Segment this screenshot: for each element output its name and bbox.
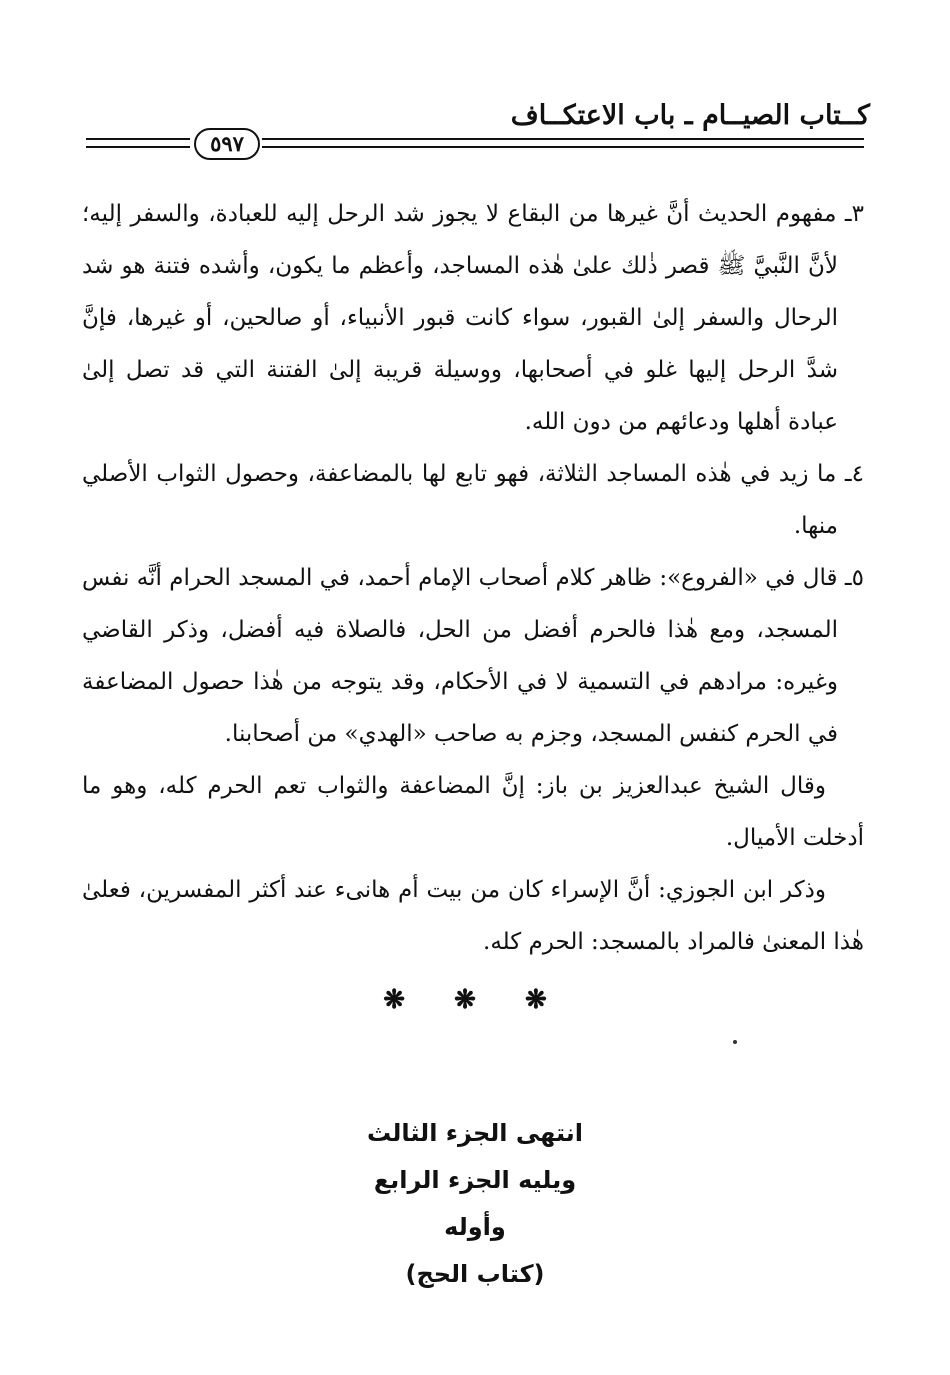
closing-line-4: (كتاب الحج) xyxy=(405,1260,545,1288)
numbered-point-4: ٤ـ ما زيد في هٰذه المساجد الثلاثة، فهو تابع لها بالمضاعفة، وحصول الثواب الأصلي منها. xyxy=(82,461,864,539)
numbered-point-3: ٣ـ مفهوم الحديث أنَّ غيرها من البقاع لا يجوز شد الرحل إليه للعبادة، والسفر إليه؛ لأنَّ النَّبيَّ ﷺ قصر ذٰلك علىٰ هٰذه المساجد، وأعظم ما يكون، وأشده فتنة هو شد الرحال والسفر إلىٰ القبور، سواء كانت قبور الأنبياء، أو صالحين، أو غيرها، فإنَّ شدَّ الرحل إليها غلو في أصحابها، ووسيلة قريبة إلىٰ الفتنة التي قد تصل إلىٰ عبادة أهلها ودعائهم من دون الله. xyxy=(82,201,864,435)
header-rule-left xyxy=(86,138,190,148)
header-rule-right xyxy=(262,138,864,148)
running-title: كــتاب الصيــام ـ باب الاعتكــاف xyxy=(510,100,870,131)
closing-line-3: وأوله xyxy=(444,1213,506,1241)
main-text xyxy=(82,188,864,968)
stray-dot xyxy=(733,1040,737,1044)
paragraph-ibn-baz: وقال الشيخ عبدالعزيز بن باز: إنَّ المضاعفة والثواب تعم الحرم كله، وهو ما أدخلت الأميال. xyxy=(82,773,864,851)
closing-note xyxy=(0,1110,950,1298)
closing-line-2: ويليه الجزء الرابع xyxy=(373,1166,577,1194)
header-rule xyxy=(86,128,864,164)
section-separator: ❋ ❋ ❋ xyxy=(383,985,567,1015)
closing-line-1: انتهى الجزء الثالث xyxy=(366,1119,584,1147)
page-number: ٥٩٧ xyxy=(194,128,260,160)
paragraph-ibn-aljawzi: وذكر ابن الجوزي: أنَّ الإسراء كان من بيت أم هانىء عند أكثر المفسرين، فعلىٰ هٰذا المعنىٰ فالمراد بالمسجد: الحرم كله. xyxy=(82,877,864,955)
numbered-point-5: ٥ـ قال في «الفروع»: ظاهر كلام أصحاب الإمام أحمد، في المسجد الحرام أنَّه نفس المسجد، ومع هٰذا فالحرم أفضل من الحل، فالصلاة فيه أفضل، وذكر القاضي وغيره: مرادهم في التسمية لا في الأحكام، وقد يتوجه من هٰذا حصول المضاعفة في الحرم كنفس المسجد، وجزم به صاحب «الهدي» من أصحابنا. xyxy=(82,565,864,747)
